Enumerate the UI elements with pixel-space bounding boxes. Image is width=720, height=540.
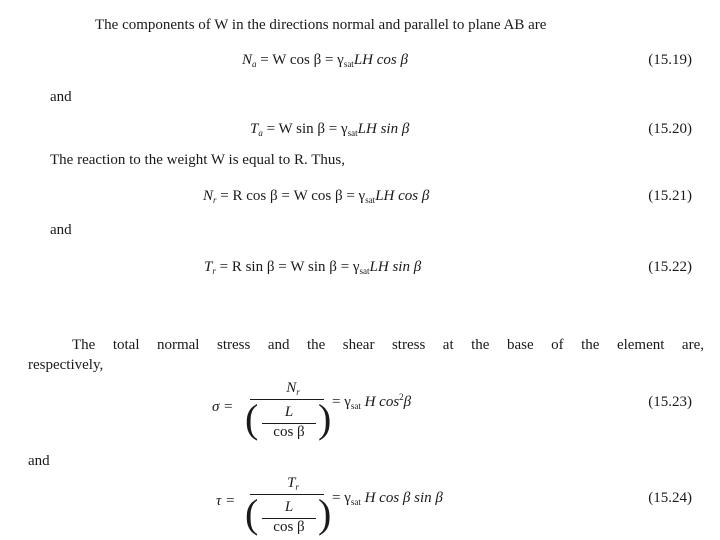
equation-number: (15.22) — [648, 259, 692, 275]
inner-numerator: L — [284, 404, 294, 420]
paragraph-line-1: The total normal stress and the shear stress at the base of the element are, — [72, 337, 704, 353]
inner-denominator: cos β — [273, 519, 305, 535]
equation-number: (15.23) — [648, 394, 692, 410]
paren-left: ( — [245, 491, 259, 536]
and-text: and — [28, 453, 50, 469]
and-text: and — [50, 222, 72, 238]
equation-15-22: $T_r = R$ sin β = W $\sin \beta = \gamma_{sat}LH$ sin β — [204, 259, 422, 276]
fraction-bar — [250, 494, 324, 495]
and-text: and — [50, 89, 72, 105]
equation-15-24-lhs: τ = — [216, 493, 236, 509]
equation-number: (15.21) — [648, 188, 692, 204]
reaction-text: The reaction to the weight W is equal to R. Thus, — [50, 152, 345, 168]
paren-left: ( — [245, 396, 259, 441]
paragraph-line-2: respectively, — [28, 357, 104, 373]
paren-right: ) — [318, 491, 332, 536]
equation-number: (15.19) — [648, 52, 692, 68]
equation-15-19: $N_a = W$ $\cos \beta = \gamma_{sat}LH$ cos β — [242, 52, 408, 69]
equation-15-20: $T_a = W$ $\sin \beta = \gamma_{sat}LH$ sin β — [250, 121, 410, 138]
equation-number: (15.24) — [648, 490, 692, 506]
fraction-numerator: $N_r$ — [286, 380, 300, 397]
equation-15-23-lhs: σ = — [212, 399, 234, 415]
inner-denominator: cos β — [273, 424, 305, 440]
equation-15-24-rhs: = $\gamma_{sat}$ H cos β sin β — [332, 490, 443, 507]
fraction-numerator: $T_r$ — [287, 475, 299, 492]
fraction-bar — [250, 399, 324, 400]
equation-number: (15.20) — [648, 121, 692, 137]
intro-text: The components of W in the directions normal and parallel to plane AB are — [95, 17, 547, 33]
equation-15-23-rhs: = $\gamma_{sat}$ H $\cos^2\beta$ — [332, 392, 412, 411]
paren-right: ) — [318, 396, 332, 441]
equation-15-21: $N_r = R$ cos β = W $\cos \beta = \gamma_{sat}LH$ cos β — [203, 188, 430, 205]
inner-numerator: L — [284, 499, 294, 515]
